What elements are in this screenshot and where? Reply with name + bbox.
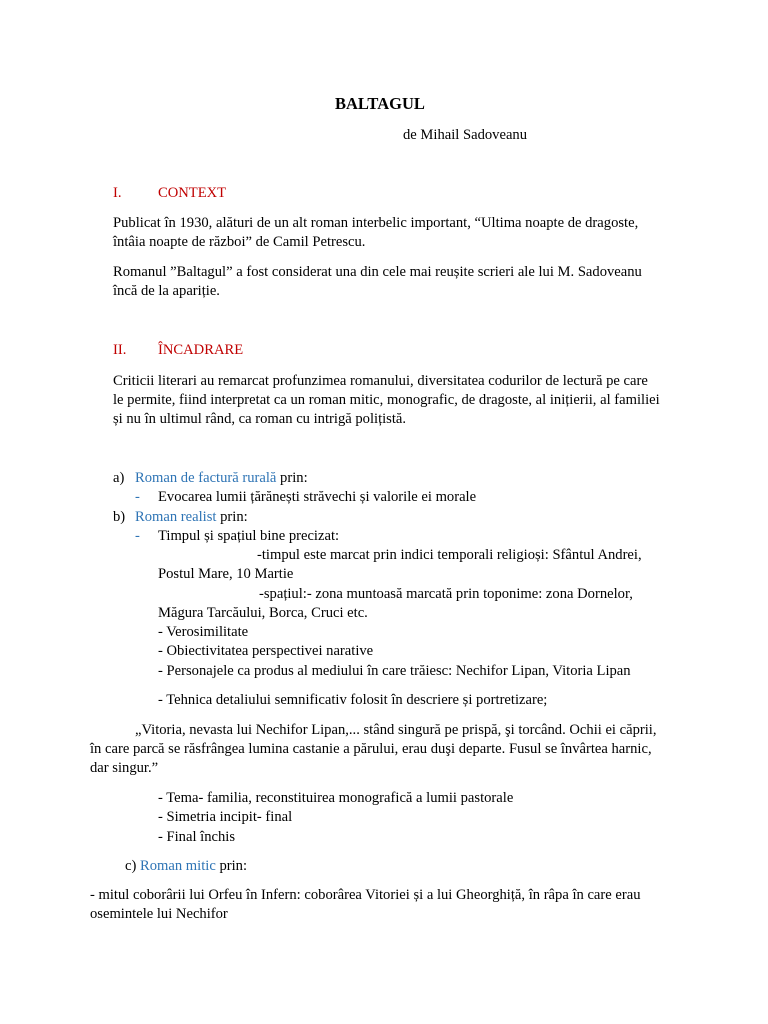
list-a-item: Evocarea lumii țărănești străvechi și valorile ei morale bbox=[158, 489, 477, 505]
b-time-line-2: Postul Mare, 10 Martie bbox=[158, 566, 294, 582]
b-obiectivitate: - Obiectivitatea perspectivei narative bbox=[158, 643, 374, 659]
list-a-label bbox=[135, 469, 308, 488]
quote-line-1: „Vitoria, nevasta lui Nechifor Lipan,... stând singură pe prispă, şi torcând. Ochii ei căprii, bbox=[135, 722, 657, 738]
section-context-heading: CONTEXT bbox=[158, 185, 227, 201]
section-context-number: I. bbox=[113, 185, 122, 201]
context-paragraph-2-line-1: Romanul ”Baltagul” a fost considerat una din cele mai reușite scrieri ale lui M. Sadoveanu bbox=[113, 264, 642, 280]
list-a-highlight: Roman de factură rurală bbox=[135, 470, 277, 486]
document-author: de Mihail Sadoveanu bbox=[403, 127, 528, 143]
list-b-dash: - bbox=[135, 528, 140, 544]
list-a-marker: a) bbox=[113, 470, 125, 486]
b-tema: - Tema- familia, reconstituirea monografică a lumii pastorale bbox=[158, 790, 514, 806]
quote-line-3: dar singur.” bbox=[90, 760, 159, 776]
list-a-dash: - bbox=[135, 489, 140, 505]
list-c-rest: prin: bbox=[215, 858, 248, 874]
context-paragraph-1-line-1: Publicat în 1930, alături de un alt roman interbelic important, “Ultima noapte de dragoste, bbox=[113, 215, 639, 231]
b-space-line-1: -spațiul:- zona muntoasă marcată prin toponime: zona Dornelor, bbox=[259, 586, 633, 602]
list-b-label bbox=[135, 508, 248, 527]
c-line-1: - mitul coborârii lui Orfeu în Infern: coborârea Vitoriei și a lui Gheorghiță, în râpa în care erau bbox=[90, 887, 641, 903]
quote-line-2: în care parcă se răsfrângea lumina castanie a părului, erau duşi departe. Fusul se învârtea harnic, bbox=[90, 741, 652, 757]
context-paragraph-1-line-2: întâia noapte de război” de Camil Petrescu. bbox=[113, 234, 366, 250]
section-incadrare-number: II. bbox=[113, 342, 127, 358]
list-b-highlight: Roman realist bbox=[135, 509, 217, 525]
document-title: BALTAGUL bbox=[335, 94, 425, 113]
section-incadrare-heading: ÎNCADRARE bbox=[158, 342, 244, 358]
incadrare-paragraph-line-2: le permite, fiind interpretat ca un roman mitic, monografic, de dragoste, al inițierii, al familiei bbox=[113, 392, 660, 408]
b-final: - Final închis bbox=[158, 829, 236, 845]
b-simetria: - Simetria incipit- final bbox=[158, 809, 293, 825]
context-paragraph-2-line-2: încă de la apariție. bbox=[113, 283, 220, 299]
incadrare-paragraph-line-3: și nu în ultimul rând, ca roman cu intrigă polițistă. bbox=[113, 411, 407, 427]
b-space-line-2: Măgura Tarcăului, Borca, Cruci etc. bbox=[158, 605, 368, 621]
b-time-line-1: -timpul este marcat prin indici temporali religioși: Sfântul Andrei, bbox=[257, 547, 642, 563]
b-personaje: - Personajele ca produs al mediului în care trăiesc: Nechifor Lipan, Vitoria Lipan bbox=[158, 663, 631, 679]
list-b-rest: prin: bbox=[216, 509, 248, 525]
list-c-highlight: Roman mitic bbox=[140, 858, 216, 874]
list-b-item: Timpul și spațiul bine precizat: bbox=[158, 528, 340, 544]
list-b-marker: b) bbox=[113, 509, 126, 525]
b-tehnica: - Tehnica detaliului semnificativ folosit în descriere și portretizare; bbox=[158, 692, 548, 708]
incadrare-paragraph-line-1: Criticii literari au remarcat profunzimea romanului, diversitatea codurilor de lectură pe care bbox=[113, 373, 648, 389]
list-c-marker: c) bbox=[125, 858, 137, 874]
b-verosimilitate: - Verosimilitate bbox=[158, 624, 249, 640]
c-line-2: osemintele lui Nechifor bbox=[90, 906, 228, 922]
list-c-label bbox=[140, 857, 247, 876]
list-a-rest: prin: bbox=[276, 470, 308, 486]
